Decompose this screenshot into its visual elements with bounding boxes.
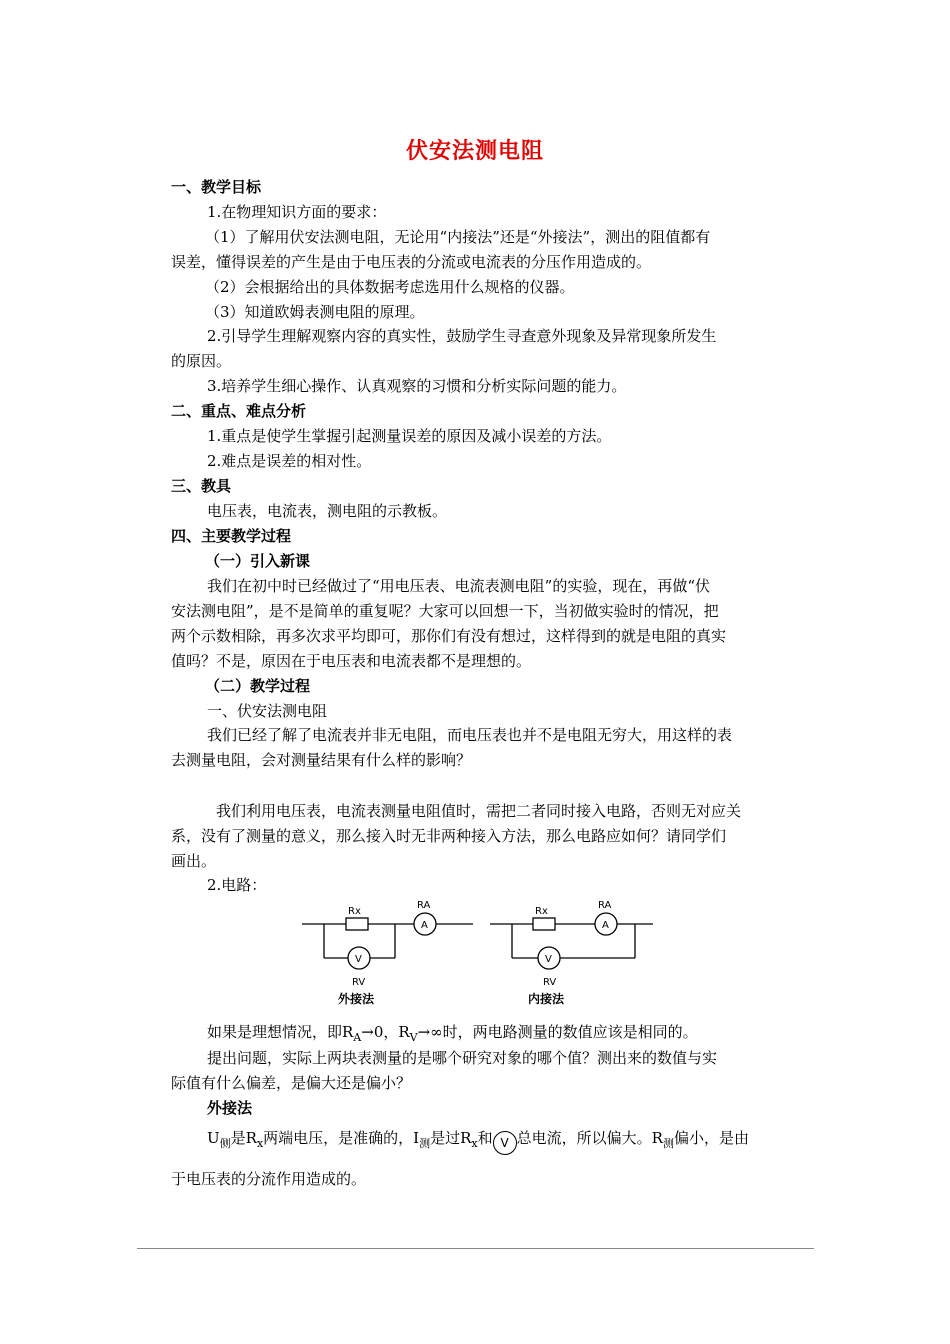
subsection-heading: （二）教学过程 [205,677,311,695]
page-title: 伏安法测电阻 [405,139,544,164]
subscript: A [353,1031,362,1044]
caption-internal: 内接法 [528,992,565,1006]
subsection-heading: （一）引入新课 [205,552,311,570]
text: 如果是理想情况，即R [207,1023,354,1041]
subscript: 侧 [219,1137,231,1150]
paragraph: 2.引导学生理解观察内容的真实性，鼓励学生寻查意外现象及异常现象所发生 [207,327,717,345]
paragraph: （1）了解用伏安法测电阻，无论用“内接法”还是“外接法”，测出的阻值都有 [205,228,711,246]
resistor-rx [533,918,555,930]
paragraph: 误差，懂得误差的产生是由于电压表的分流或电流表的分压作用造成的。 [171,253,652,271]
text: 是过R [430,1129,472,1147]
paragraph: 画出。 [171,852,217,870]
text: 偏小，是由 [673,1129,749,1147]
paragraph [207,1128,749,1155]
subsection-heading: 外接法 [207,1099,253,1117]
subscript: x [256,1137,264,1150]
footer-divider [137,1248,814,1249]
label-rv: RV [543,977,557,988]
label-ra: RA [598,900,612,911]
label-rx: Rx [535,906,548,917]
paragraph: 系，没有了测量的意义，那么接入时无非两种接入方法，那么电路应如何？请同学们 [171,827,727,845]
label-v: V [545,954,552,965]
text: 是R [230,1129,257,1147]
label-rv: RV [352,977,366,988]
section-heading: 二、重点、难点分析 [171,402,307,420]
label-a: A [602,920,609,931]
label-v: V [355,954,362,965]
circuit-diagrams [290,895,670,1010]
label-rx: Rx [348,906,361,917]
circuit-external [302,913,473,969]
paragraph: （3）知道欧姆表测电阻的原理。 [205,303,425,321]
paragraph: 我们已经了解了电流表并非无电阻，而电压表也并不是电阻无穷大，用这样的表 [207,726,733,744]
paragraph: 2.电路： [207,876,267,894]
paragraph: 我们利用电压表，电流表测量电阻值时，需把二者同时接入电路，否则无对应关 [216,802,742,820]
resistor-rx [346,918,368,930]
paragraph: 值吗？不是，原因在于电压表和电流表都不是理想的。 [171,652,532,670]
subscript: x [471,1137,478,1150]
paragraph: 的原因。 [171,352,232,370]
paragraph: 一、伏安法测电阻 [207,702,328,720]
voltmeter-icon: V [493,1131,517,1155]
subscript: 测 [662,1137,674,1150]
section-heading: 一、教学目标 [171,178,262,196]
paragraph: 电压表，电流表，测电阻的示教板。 [207,502,448,520]
paragraph: 1.在物理知识方面的要求： [207,203,387,221]
label-ra: RA [417,900,431,911]
subscript: V [409,1031,418,1044]
text: U [207,1129,220,1147]
text: →0，R [361,1023,410,1041]
paragraph: 3.培养学生细心操作、认真观察的习惯和分析实际问题的能力。 [207,377,627,395]
section-heading: 四、主要教学过程 [171,527,292,545]
paragraph: 2.难点是误差的相对性。 [207,452,372,470]
text: →∞时，两电路测量的数值应该是相同的。 [417,1023,698,1041]
paragraph: （2）会根据给出的具体数据考虑选用什么规格的仪器。 [205,278,575,296]
circuit-internal [490,913,653,969]
paragraph: 我们在初中时已经做过了“用电压表、电流表测电阻”的实验，现在，再做“伏 [207,577,711,595]
section-heading: 三、教具 [171,477,232,495]
label-a: A [421,920,428,931]
paragraph [207,1022,698,1044]
text: 总电流，所以偏大。R [516,1129,663,1147]
paragraph: 于电压表的分流作用造成的。 [171,1170,367,1188]
paragraph: 两个示数相除，再多次求平均即可，那你们有没有想过，这样得到的就是电阻的真实 [171,627,727,645]
text: 和 [477,1129,493,1147]
paragraph: 提出问题，实际上两块表测量的是哪个研究对象的哪个值？测出来的数值与实 [207,1049,718,1067]
text: 两端电压，是准确的，I [263,1129,420,1147]
subscript: 测 [419,1137,431,1150]
paragraph: 去测量电阻，会对测量结果有什么样的影响？ [171,751,472,769]
caption-external: 外接法 [338,992,375,1006]
paragraph: 际值有什么偏差，是偏大还是偏小？ [171,1074,412,1092]
paragraph: 1.重点是使学生掌握引起测量误差的原因及减小误差的方法。 [207,427,612,445]
paragraph: 安法测电阻”，是不是简单的重复呢？大家可以回想一下，当初做实验时的情况，把 [171,602,719,620]
